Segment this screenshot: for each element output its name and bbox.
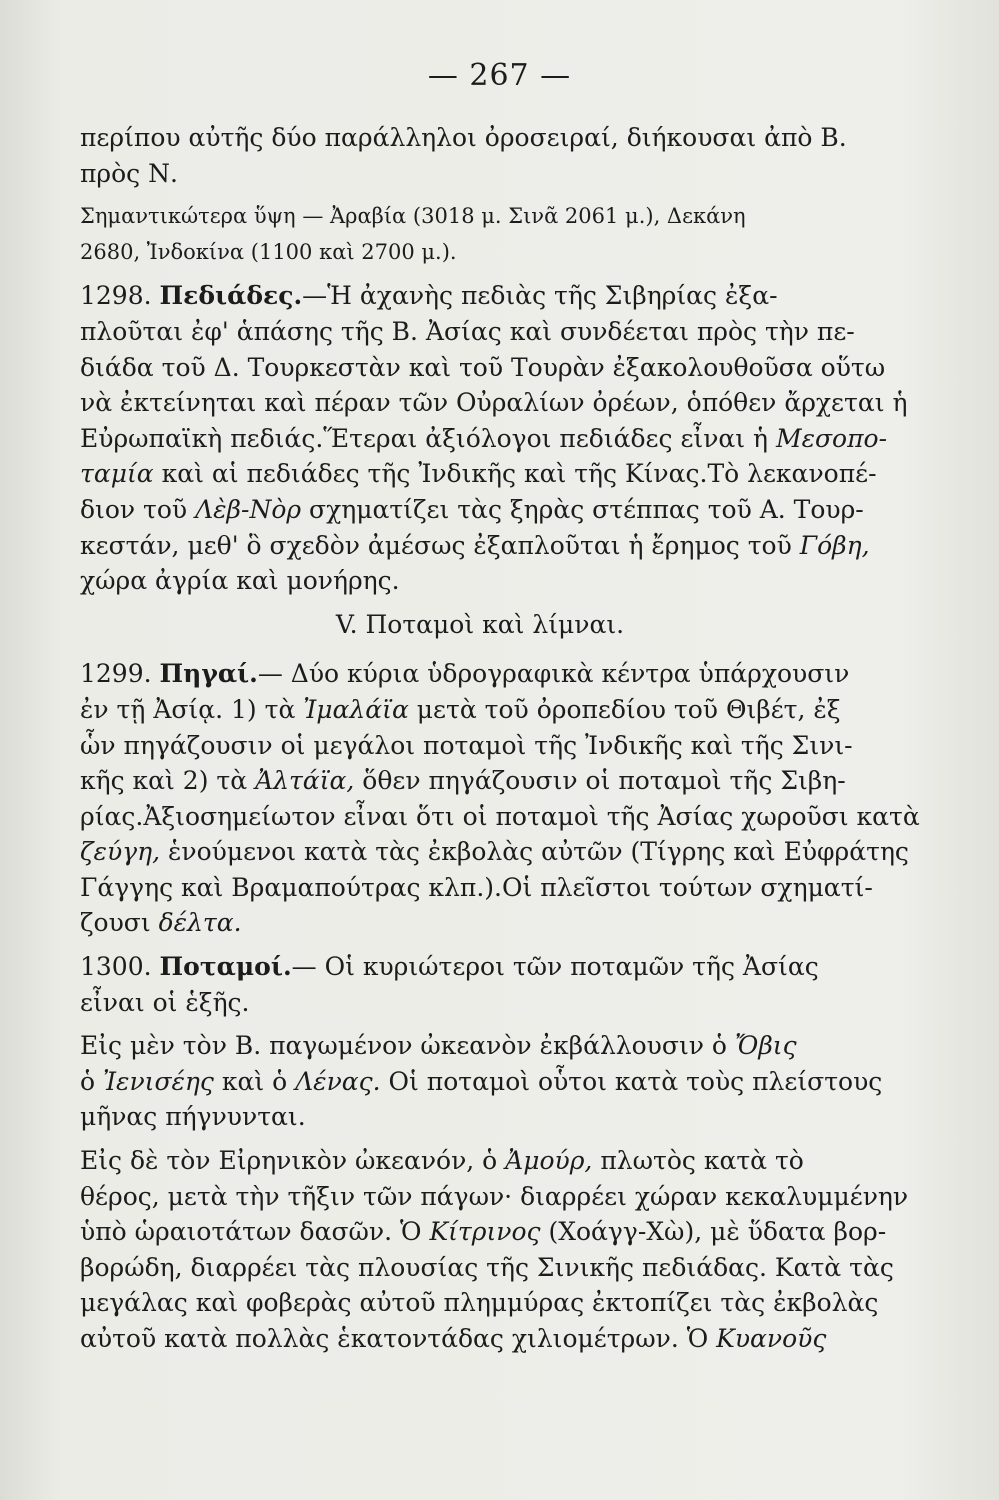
text-run: 1300. [80,952,160,982]
line-content [80,278,778,314]
line-content [80,1321,826,1357]
line-content [80,350,885,386]
line-content [80,156,178,192]
line-content [80,656,849,692]
italic-term: Λὲβ-Νὸρ [195,494,302,524]
text-run: νὰ ἐκτείνηται καὶ πέραν τῶν Οὐραλίων ὀρέων, ὁπόθεν ἄρχεται ἡ [80,388,908,418]
text-line [80,1099,880,1135]
text-line [80,692,880,728]
text-line [80,834,909,870]
text-line [80,728,880,764]
text-line [80,1143,880,1179]
text-run: κεστάν, μεθ' ὃ σχεδὸν ἀμέσως ἐξαπλοῦται ἡ ἔρημος τοῦ [80,530,800,560]
text-run: Οἱ ποταμοὶ οὗτοι κατὰ τοὺς πλείστους [380,1066,883,1096]
spacer [80,191,880,199]
text-line [80,949,880,985]
text-line [80,235,880,271]
text-run: 1298. [80,281,160,311]
line-content [336,607,624,643]
body-text [80,120,920,1357]
line-content [80,421,887,457]
text-line [80,607,880,643]
text-line [80,156,880,192]
text-line [80,528,880,564]
text-run: κῆς καὶ 2) τὰ [80,766,256,796]
italic-term: Κυανοῦς [716,1324,827,1353]
text-run: 2680, Ἰνδοκίνα (1100 καὶ 2700 μ.). [80,239,457,264]
section-heading: Πηγαί. [159,659,258,689]
text-line [80,905,880,941]
text-line [80,656,880,692]
line-content [80,834,909,870]
text-run: καὶ ὁ [213,1066,296,1096]
text-line [80,278,880,314]
text-run: Γάγγης καὶ Βραμαπούτρας κλπ.).Οἱ πλεῖστοι τούτων σχηματί- [80,872,873,902]
line-content [80,985,250,1021]
line-content [80,905,242,941]
text-run: πρὸς Ν. [80,158,178,188]
text-line [80,799,920,835]
text-run: ὁ [80,1066,103,1096]
line-content [80,1214,886,1250]
line-content [80,456,877,492]
line-content [80,949,819,985]
spacer [80,1135,880,1143]
text-run: ὧν πηγάζουσιν οἱ μεγάλοι ποταμοὶ τῆς Ἰνδικῆς καὶ τῆς Σινι- [80,730,853,760]
text-line [80,314,880,350]
spacer [80,1020,880,1028]
text-run: Σημαντικώτερα ὕψη — Ἀραβία (3018 μ. Σινᾶ 2061 μ.), Δεκάνη [80,204,746,229]
line-content [80,799,920,835]
page-number: — 267 — [427,58,572,93]
text-run: Εὐρωπαϊκὴ πεδιάς.Ἕτεραι ἀξιόλογοι πεδιάδες εἶναι ἡ [80,423,776,453]
text-run: αὐτοῦ κατὰ πολλὰς ἑκατοντάδας χιλιομέτρων. Ὁ [80,1324,717,1353]
line-content [80,870,873,906]
text-run: περίπου αὐτῆς δύο παράλληλοι ὀροσειραί, διήκουσαι ἀπὸ Β. [80,123,847,152]
text-run: —Ἡ ἀχανὴς πεδιὰς τῆς Σιβηρίας ἐξα- [302,281,778,311]
line-content [80,385,907,421]
text-line [80,1250,894,1286]
text-run: εἶναι οἱ ἑξῆς. [80,987,250,1017]
italic-term: Ὄβις [734,1031,797,1061]
section-heading: Ποταμοί. [159,952,292,982]
line-content [80,528,870,564]
line-content [80,199,746,235]
text-line [80,350,886,386]
text-run: ἑνούμενοι κατὰ τὰς ἐκβολὰς αὐτῶν (Τίγρης καὶ Εὐφράτης [160,837,909,867]
line-content [80,1285,878,1321]
text-run: 1299. [80,659,160,689]
italic-term: Ἀλτάϊα, [255,766,355,796]
text-run: — Δύο κύρια ὑδρογραφικὰ κέντρα ὑπάρχουσιν [257,659,850,689]
text-line [80,563,880,599]
text-run: βορώδη, διαρρέει τὰς πλουσίας τῆς Σινικῆς πεδιάδας. Κατὰ τὰς [80,1252,894,1282]
text-run: ὅθεν πηγάζουσιν οἱ ποταμοὶ τῆς Σιβη- [354,766,846,796]
line-content [80,1143,804,1179]
line-content [80,1028,797,1064]
text-line [80,199,880,235]
spacer [80,599,880,607]
italic-term: Ἀμούρ, [505,1146,593,1176]
text-run: — Οἱ κυριώτεροι τῶν ποταμῶν τῆς Ἀσίας [291,952,819,982]
text-run: πλωτὸς κατὰ τὸ [592,1146,804,1176]
text-line [80,120,880,156]
text-run: V. Ποταμοὶ καὶ λίμναι. [335,609,625,639]
text-line [80,421,888,457]
text-run: μῆνας πήγνυνται. [80,1102,306,1132]
section-heading: Πεδιάδες. [159,281,303,311]
text-line [80,456,880,492]
text-line [80,492,880,528]
text-line [80,385,908,421]
italic-term: δέλτα. [158,908,242,938]
text-run: Εἰς δὲ τὸν Εἰρηνικὸν ὠκεανόν, ὁ [80,1146,506,1176]
text-run: διάδα τοῦ Δ. Τουρκεστὰν καὶ τοῦ Τουρὰν ἐξακολουθοῦσα οὕτω [80,352,886,382]
text-run: πλοῦται ἐφ' ἁπάσης τῆς Β. Ἀσίας καὶ συνδέεται πρὸς τὴν πε- [80,316,855,346]
line-content [80,314,855,350]
text-run: ὑπὸ ὡραιοτάτων δασῶν. Ὁ [80,1217,430,1247]
italic-term: Λένας. [295,1066,381,1096]
line-content [80,235,457,271]
line-content [80,563,400,599]
text-line [80,985,880,1021]
italic-term: ζεύγη, [80,837,161,867]
text-run: σχηματίζει τὰς ξηρὰς στέππας τοῦ Α. Τουρ- [301,494,864,524]
spacer [80,642,880,656]
text-run: ἐν τῇ Ἀσίᾳ. 1) τὰ [80,694,304,724]
text-run: διον τοῦ [80,494,196,524]
italic-term: Ἰενισέης [103,1066,214,1096]
line-content [80,120,847,156]
line-content [80,492,864,528]
text-run: (Χοάγγ-Χὼ), μὲ ὕδατα βορ- [540,1217,887,1247]
line-content [80,1179,908,1215]
line-content [80,692,841,728]
text-run: ρίας.Ἀξιοσημείωτον εἶναι ὅτι οἱ ποταμοὶ τῆς Ἀσίας χωροῦσι κατὰ [80,801,920,831]
text-run: χώρα ἀγρία καὶ μονήρης. [80,566,400,596]
text-run: μεγάλας καὶ φοβερὰς αὐτοῦ πλημμύρας ἐκτοπίζει τὰς ἐκβολὰς [80,1288,879,1318]
line-content [80,728,853,764]
italic-term: Κίτρινος [429,1217,541,1247]
text-line [80,1321,880,1357]
text-run: Εἰς μὲν τὸν Β. παγωμένον ὠκεανὸν ἐκβάλλουσιν ὁ [80,1031,735,1061]
italic-term: ταμία [80,459,154,489]
line-content [80,763,846,799]
line-content [80,1250,894,1286]
italic-term: Μεσοπο- [775,423,888,453]
spacer [80,941,880,949]
spacer [80,270,880,278]
line-content [80,1064,882,1100]
text-run: θέρος, μετὰ τὴν τῆξιν τῶν πάγων· διαρρέει χώραν κεκαλυμμένην [80,1181,909,1211]
text-line [80,1028,880,1064]
text-line [80,763,880,799]
italic-term: Γόβη, [799,530,870,560]
text-line [80,1064,883,1100]
text-line [80,1285,880,1321]
text-line [80,1214,887,1250]
text-run: ζουσι [80,908,159,938]
line-content [80,1099,306,1135]
text-run: καὶ αἱ πεδιάδες τῆς Ἰνδικῆς καὶ τῆς Κίνας.Τὸ λεκανοπέ- [153,459,877,489]
text-line [80,870,880,906]
text-run: μετὰ τοῦ ὀροπεδίου τοῦ Θιβέτ, ἐξ [408,694,841,724]
italic-term: Ἰμαλάϊα [303,694,409,724]
text-line [80,1179,909,1215]
